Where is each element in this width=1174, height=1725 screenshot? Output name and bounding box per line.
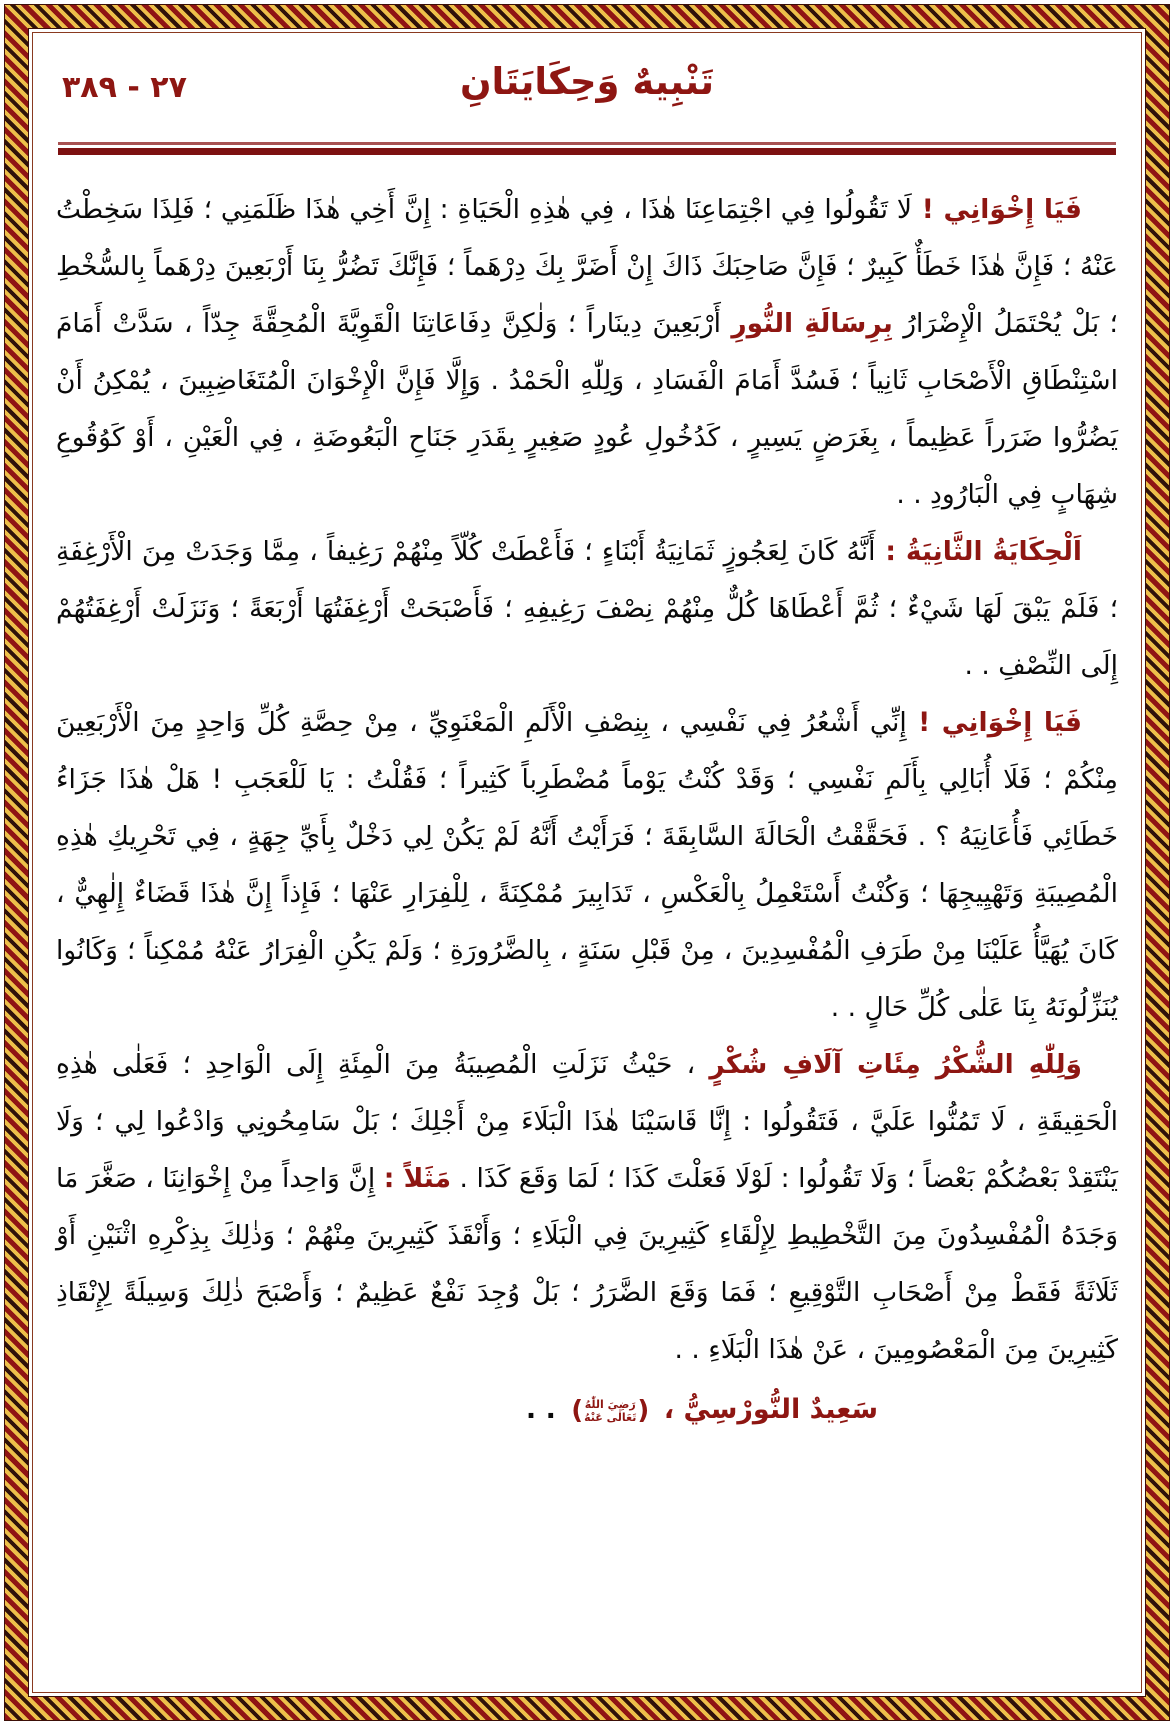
page-header <box>56 46 1118 142</box>
seal-radiallahu-anhu-icon <box>571 1380 649 1441</box>
signature-trailing-dots: . . <box>525 1394 566 1425</box>
divider-thick-line <box>58 148 1116 155</box>
paragraph <box>56 1036 1118 1378</box>
text-run: لَا تَقُولُوا فِي اجْتِمَاعِنَا هٰذَا ، فِي هٰذِهِ الْحَيَاةِ : إِنَّ أَخِي هٰذَا ظَلَمَنِي ؛ فَلِذَا سَخِطْتُ عَنْهُ ؛ فَإِنَّ هٰذَا خَطَأٌ كَبِيرٌ ؛ فَإِنَّ صَاحِبَكَ ذَاكَ إِنْ أَضَرَّ بِكَ دِرْهَماً ؛ فَإِنَّكَ تَضُرُّ بِنَا أَرْبَعِينَ دِرْهَماً بِالسُّخْطِ ؛ بَلْ يُحْتَمَلُ الْإِضْرَارُ <box>56 194 1118 339</box>
page-content <box>56 46 1118 1685</box>
title-divider <box>58 142 1116 155</box>
text-run: أَنَّهُ كَانَ لِعَجُوزٍ ثَمَانِيَةُ أَبْنَاءٍ ؛ فَأَعْطَتْ كُلّاً مِنْهُمْ رَغِيفاً ، مِمَّا وَجَدَتْ مِنَ الْأَرْغِفَةِ ؛ فَلَمْ يَبْقَ لَهَا شَيْءٌ ؛ ثُمَّ أَعْطَاهَا كُلٌّ مِنْهُمْ نِصْفَ رَغِيفِهِ ؛ فَأَصْبَحَتْ أَرْغِفَتُهَا أَرْبَعَةً ؛ وَنَزَلَتْ أَرْغِفَتُهُمْ إِلَى النِّصْفِ . . <box>56 536 1118 681</box>
page-number: ٢٧ - ٣٨٩ <box>62 70 187 105</box>
signature-line <box>56 1380 1118 1441</box>
text-run: إِنَّ وَاحِداً مِنْ إِخْوَانِنَا ، صَغَّرَ مَا وَجَدَهُ الْمُفْسِدُونَ مِنَ التَّخْطِيطِ لِإِلْقَاءِ كَثِيرِينَ فِي الْبَلَاءِ ؛ وَأَنْقَذَ كَثِيرِينَ مِنْهُمْ ؛ وَذٰلِكَ بِذِكْرِهِ اثْنَيْنِ أَوْ ثَلَاثَةً فَقَطْ مِنْ أَصْحَابِ التَّوْقِيعِ ؛ فَمَا وَقَعَ الضَّرَرُ ؛ بَلْ وُجِدَ نَفْعٌ عَظِيمٌ ؛ وَأَصْبَحَ ذٰلِكَ وَسِيلَةً لِإِنْقَاذِ كَثِيرِينَ مِنَ الْمَعْصُومِينَ ، عَنْ هٰذَا الْبَلَاءِ . . <box>56 1163 1118 1365</box>
seal-text-top: رَضِيَ اللّٰهُ <box>584 1397 636 1411</box>
body-paragraphs <box>56 181 1118 1378</box>
seal-open-paren: ( <box>637 1395 650 1426</box>
highlighted-phrase: فَيَا إِخْوَانِي ! <box>912 194 1083 225</box>
highlighted-phrase: وَلِلّٰهِ الشُّكْرُ مِئَاتِ آلَافِ شُكْرٍ <box>709 1049 1083 1080</box>
text-run: ، حَيْثُ نَزَلَتِ الْمُصِيبَةُ مِنَ الْمِئَةِ إِلَى الْوَاحِدِ ؛ فَعَلٰى هٰذِهِ الْحَقِيقَةِ ، لَا تَمُنُّوا عَلَيَّ ، فَتَقُولُوا : إِنَّا قَاسَيْنَا هٰذَا الْبَلَاءَ مِنْ أَجْلِكَ ؛ بَلْ سَامِحُونِي وَادْعُوا لِي ؛ وَلَا يَنْتَقِدْ بَعْضُكُمْ بَعْضاً ؛ وَلَا تَقُولُوا : لَوْلَا فَعَلْتَ كَذَا ؛ لَمَا وَقَعَ كَذَا . <box>56 1049 1118 1194</box>
paragraph <box>56 523 1118 694</box>
paragraph <box>56 694 1118 1036</box>
seal-text-bottom: تَعَالٰى عَنْهُ <box>584 1410 637 1424</box>
seal-close-paren: ) <box>571 1395 584 1426</box>
highlighted-phrase: بِرِسَالَةِ النُّورِ <box>731 308 893 339</box>
seal-text <box>583 1396 637 1426</box>
text-run: أَرْبَعِينَ دِينَاراً ؛ وَلٰكِنَّ دِفَاعَاتِنَا الْقَوِيَّةَ الْمُحِقَّةَ جِدّاً ، سَدَّتْ أَمَامَ اسْتِنْطَاقِ الْأَصْحَابِ ثَانِياً ؛ فَسُدَّ أَمَامَ الْفَسَادِ ، وَلِلّٰهِ الْحَمْدُ . وَإِلَّا فَإِنَّ الْإِخْوَانَ الْمُتَغَاضِبِينَ ، يُمْكِنُ أَنْ يَضُرُّوا ضَرَراً عَظِيماً ، بِغَرَضٍ يَسِيرٍ ، كَدُخُولِ عُودٍ صَغِيرٍ بِقَدَرِ جَنَاحِ الْبَعُوضَةِ ، فِي الْعَيْنِ ، أَوْ كَوُقُوعِ شِهَابٍ فِي الْبَارُودِ . . <box>56 308 1118 510</box>
author-signature: سَعِيدٌ النُّورْسِيُّ ، <box>663 1394 879 1425</box>
text-run: إِنِّي أَشْعُرُ فِي نَفْسِي ، بِنِصْفِ الْأَلَمِ الْمَعْنَوِيِّ ، مِنْ حِصَّةِ كُلِّ وَاحِدٍ مِنَ الْأَرْبَعِينَ مِنْكُمْ ؛ فَلَا أُبَالِي بِأَلَمِ نَفْسِي ؛ وَقَدْ كُنْتُ يَوْماً مُضْطَرِباً كَثِيراً ؛ فَقُلْتُ : يَا لَلْعَجَبِ ! هَلْ هٰذَا جَزَاءُ خَطَائِي فَأُعَانِيَهُ ؟ . فَحَقَّقْتُ الْحَالَةَ السَّابِقَةَ ؛ فَرَأَيْتُ أَنَّهُ لَمْ يَكُنْ لِي دَخْلٌ بِأَيِّ جِهَةٍ ، فِي تَحْرِيكِ هٰذِهِ الْمُصِيبَةِ وَتَهْيِيجِهَا ؛ وَكُنْتُ أَسْتَعْمِلُ بِالْعَكْسِ ، تَدَابِيرَ مُمْكِنَةً ، لِلْفِرَارِ عَنْهَا ؛ فَإِذاً إِنَّ هٰذَا قَضَاءٌ إِلٰهِيٌّ ، كَانَ يُهَيَّأُ عَلَيْنَا مِنْ طَرَفِ الْمُفْسِدِينَ ، مِنْ قَبْلِ سَنَةٍ ، بِالضَّرُورَةِ ؛ وَلَمْ يَكُنِ الْفِرَارُ عَنْهُ مُمْكِناً ؛ وَكَانُوا يُنَزِّلُونَهُ بِنَا عَلٰى كُلِّ حَالٍ . . <box>56 707 1118 1023</box>
paragraph <box>56 181 1118 523</box>
highlighted-phrase: اَلْحِكَايَةُ الثَّانِيَةُ : <box>875 536 1082 567</box>
highlighted-phrase: فَيَا إِخْوَانِي ! <box>906 707 1082 738</box>
highlighted-phrase: مَثَلاً : <box>383 1163 452 1194</box>
page-title: تَنْبِيهٌ وَحِكَايَتَانِ <box>459 60 715 103</box>
divider-thin-line <box>58 142 1116 145</box>
